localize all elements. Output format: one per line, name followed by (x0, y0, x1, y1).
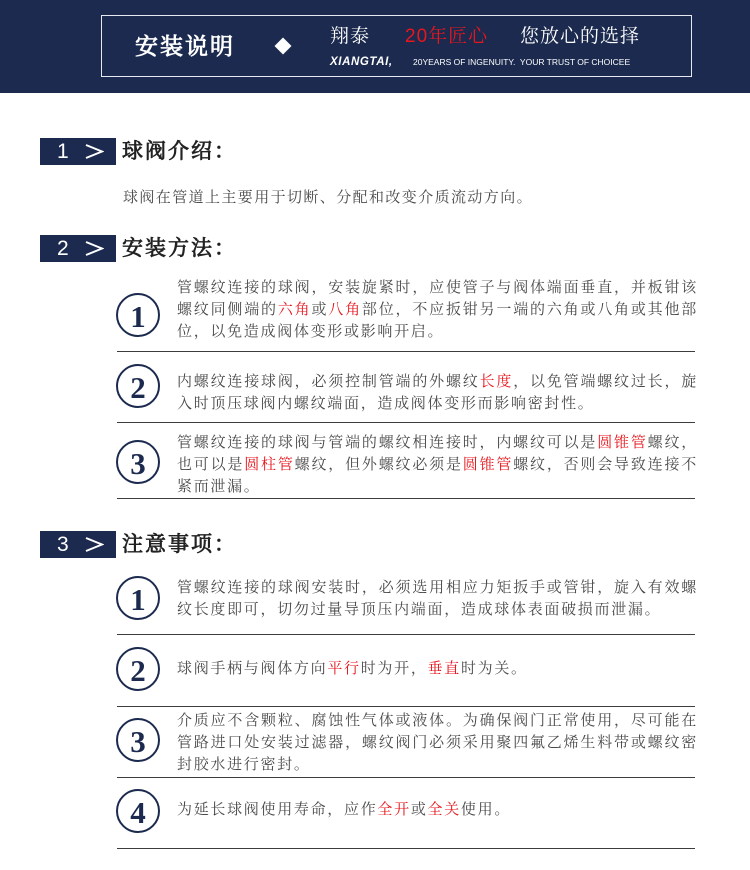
divider (117, 351, 695, 352)
section-number: 1 (57, 140, 69, 163)
divider (117, 848, 695, 849)
step-text (177, 370, 698, 414)
step-text (177, 657, 698, 679)
header-banner (0, 0, 750, 93)
step-number-badge: 1 (116, 293, 160, 337)
section-badge (40, 531, 116, 558)
text-segment: ，以免管端螺纹过长，旋入时顶压球阀内螺纹端面，造成阀体变形而影响密封性。 (177, 372, 698, 412)
text-segment: 内螺纹连接球阀，必须控制管端的外螺纹 (177, 372, 480, 390)
highlighted-text: 圆柱管 (244, 455, 295, 473)
step-number-badge: 4 (116, 789, 160, 833)
section-badge (40, 235, 116, 262)
brand-name: 翔泰 (330, 26, 371, 47)
highlighted-text: 平行 (327, 659, 361, 677)
highlighted-text: 长度 (479, 372, 514, 390)
text-segment: 部位，不应扳钳另一端的六角或八角或其他部位，以免造成阀体变形或影响开启。 (177, 300, 698, 340)
chevron-right-icon (84, 240, 104, 257)
highlighted-text: 六角 (277, 300, 312, 318)
text-segment: 球阀手柄与阀体方向 (177, 659, 328, 677)
text-segment: 管螺纹连接的球阀，安装旋紧时，应使管子与阀体端面垂直，并板钳该螺纹同侧端的 (177, 278, 698, 318)
section-title: 球阀介绍： (122, 139, 237, 163)
text-segment: 使用。 (460, 800, 512, 818)
text-segment: 时为关。 (460, 659, 528, 677)
tagline-en: 20YEARS OF INGENUITY. YOUR TRUST OF CHOICEE (413, 57, 631, 67)
text-segment: 管螺纹连接的球阀安装时，必须选用相应力矩扳手或管钳，旋入有效螺纹长度即可，切勿过量导顶压内端面，造成球体表面破损而泄漏。 (177, 578, 698, 618)
chevron-right-icon (84, 536, 104, 553)
divider (117, 634, 695, 635)
text-segment: 介质应不含颗粒、腐蚀性气体或液体。为确保阀门正常使用，尽可能在管路进口处安装过滤器，螺纹阀门必须采用聚四氟乙烯生料带或螺纹密封胶水进行密封。 (177, 711, 698, 773)
step-number-badge: 2 (116, 364, 160, 408)
text-segment: 管螺纹连接的球阀与管端的螺纹相连接时，内螺纹可以是 (177, 433, 598, 451)
step-number-badge: 1 (116, 576, 160, 620)
highlighted-text: 八角 (328, 300, 362, 318)
highlighted-text: 垂直 (427, 659, 461, 677)
banner-title: 安装说明 (135, 34, 235, 60)
step-text (177, 276, 698, 342)
text-segment: 或 (311, 300, 329, 318)
step-text (177, 576, 698, 620)
section-badge (40, 138, 116, 165)
banner-frame (101, 15, 692, 77)
highlighted-text: 全关 (427, 800, 461, 818)
section-title: 安装方法： (122, 236, 237, 260)
divider (117, 498, 695, 499)
brand-name-en: XIANGTAI, (330, 56, 393, 68)
diamond-icon (275, 38, 292, 55)
divider (117, 422, 695, 423)
divider (117, 706, 695, 707)
slogan-highlight: 20年匠心 (405, 26, 489, 47)
text-segment: 时为开， (360, 659, 428, 677)
divider (117, 777, 695, 778)
step-text (177, 431, 698, 497)
highlighted-text: 全开 (377, 800, 411, 818)
step-number-badge: 3 (116, 718, 160, 762)
slogan: 您放心的选择 (520, 26, 641, 47)
highlighted-text: 圆锥管 (597, 433, 648, 451)
step-text (177, 798, 698, 820)
section-intro-text: 球阀在管道上主要用于切断、分配和改变介质流动方向。 (123, 188, 534, 206)
text-segment: 为延长球阀使用寿命，应作 (177, 800, 378, 818)
text-segment: 螺纹，否则会导致连接不紧而泄漏。 (177, 455, 698, 495)
step-text (177, 709, 698, 775)
text-segment: 螺纹，但外螺纹必须是 (294, 455, 463, 473)
chevron-right-icon (84, 143, 104, 160)
step-number-badge: 3 (116, 440, 160, 484)
step-number-badge: 2 (116, 647, 160, 691)
section-number: 3 (57, 533, 69, 556)
section-number: 2 (57, 237, 69, 260)
highlighted-text: 圆锥管 (462, 455, 514, 473)
section-title: 注意事项： (122, 532, 237, 556)
text-segment: 或 (410, 800, 428, 818)
text-segment: 螺纹，也可以是 (177, 433, 698, 473)
